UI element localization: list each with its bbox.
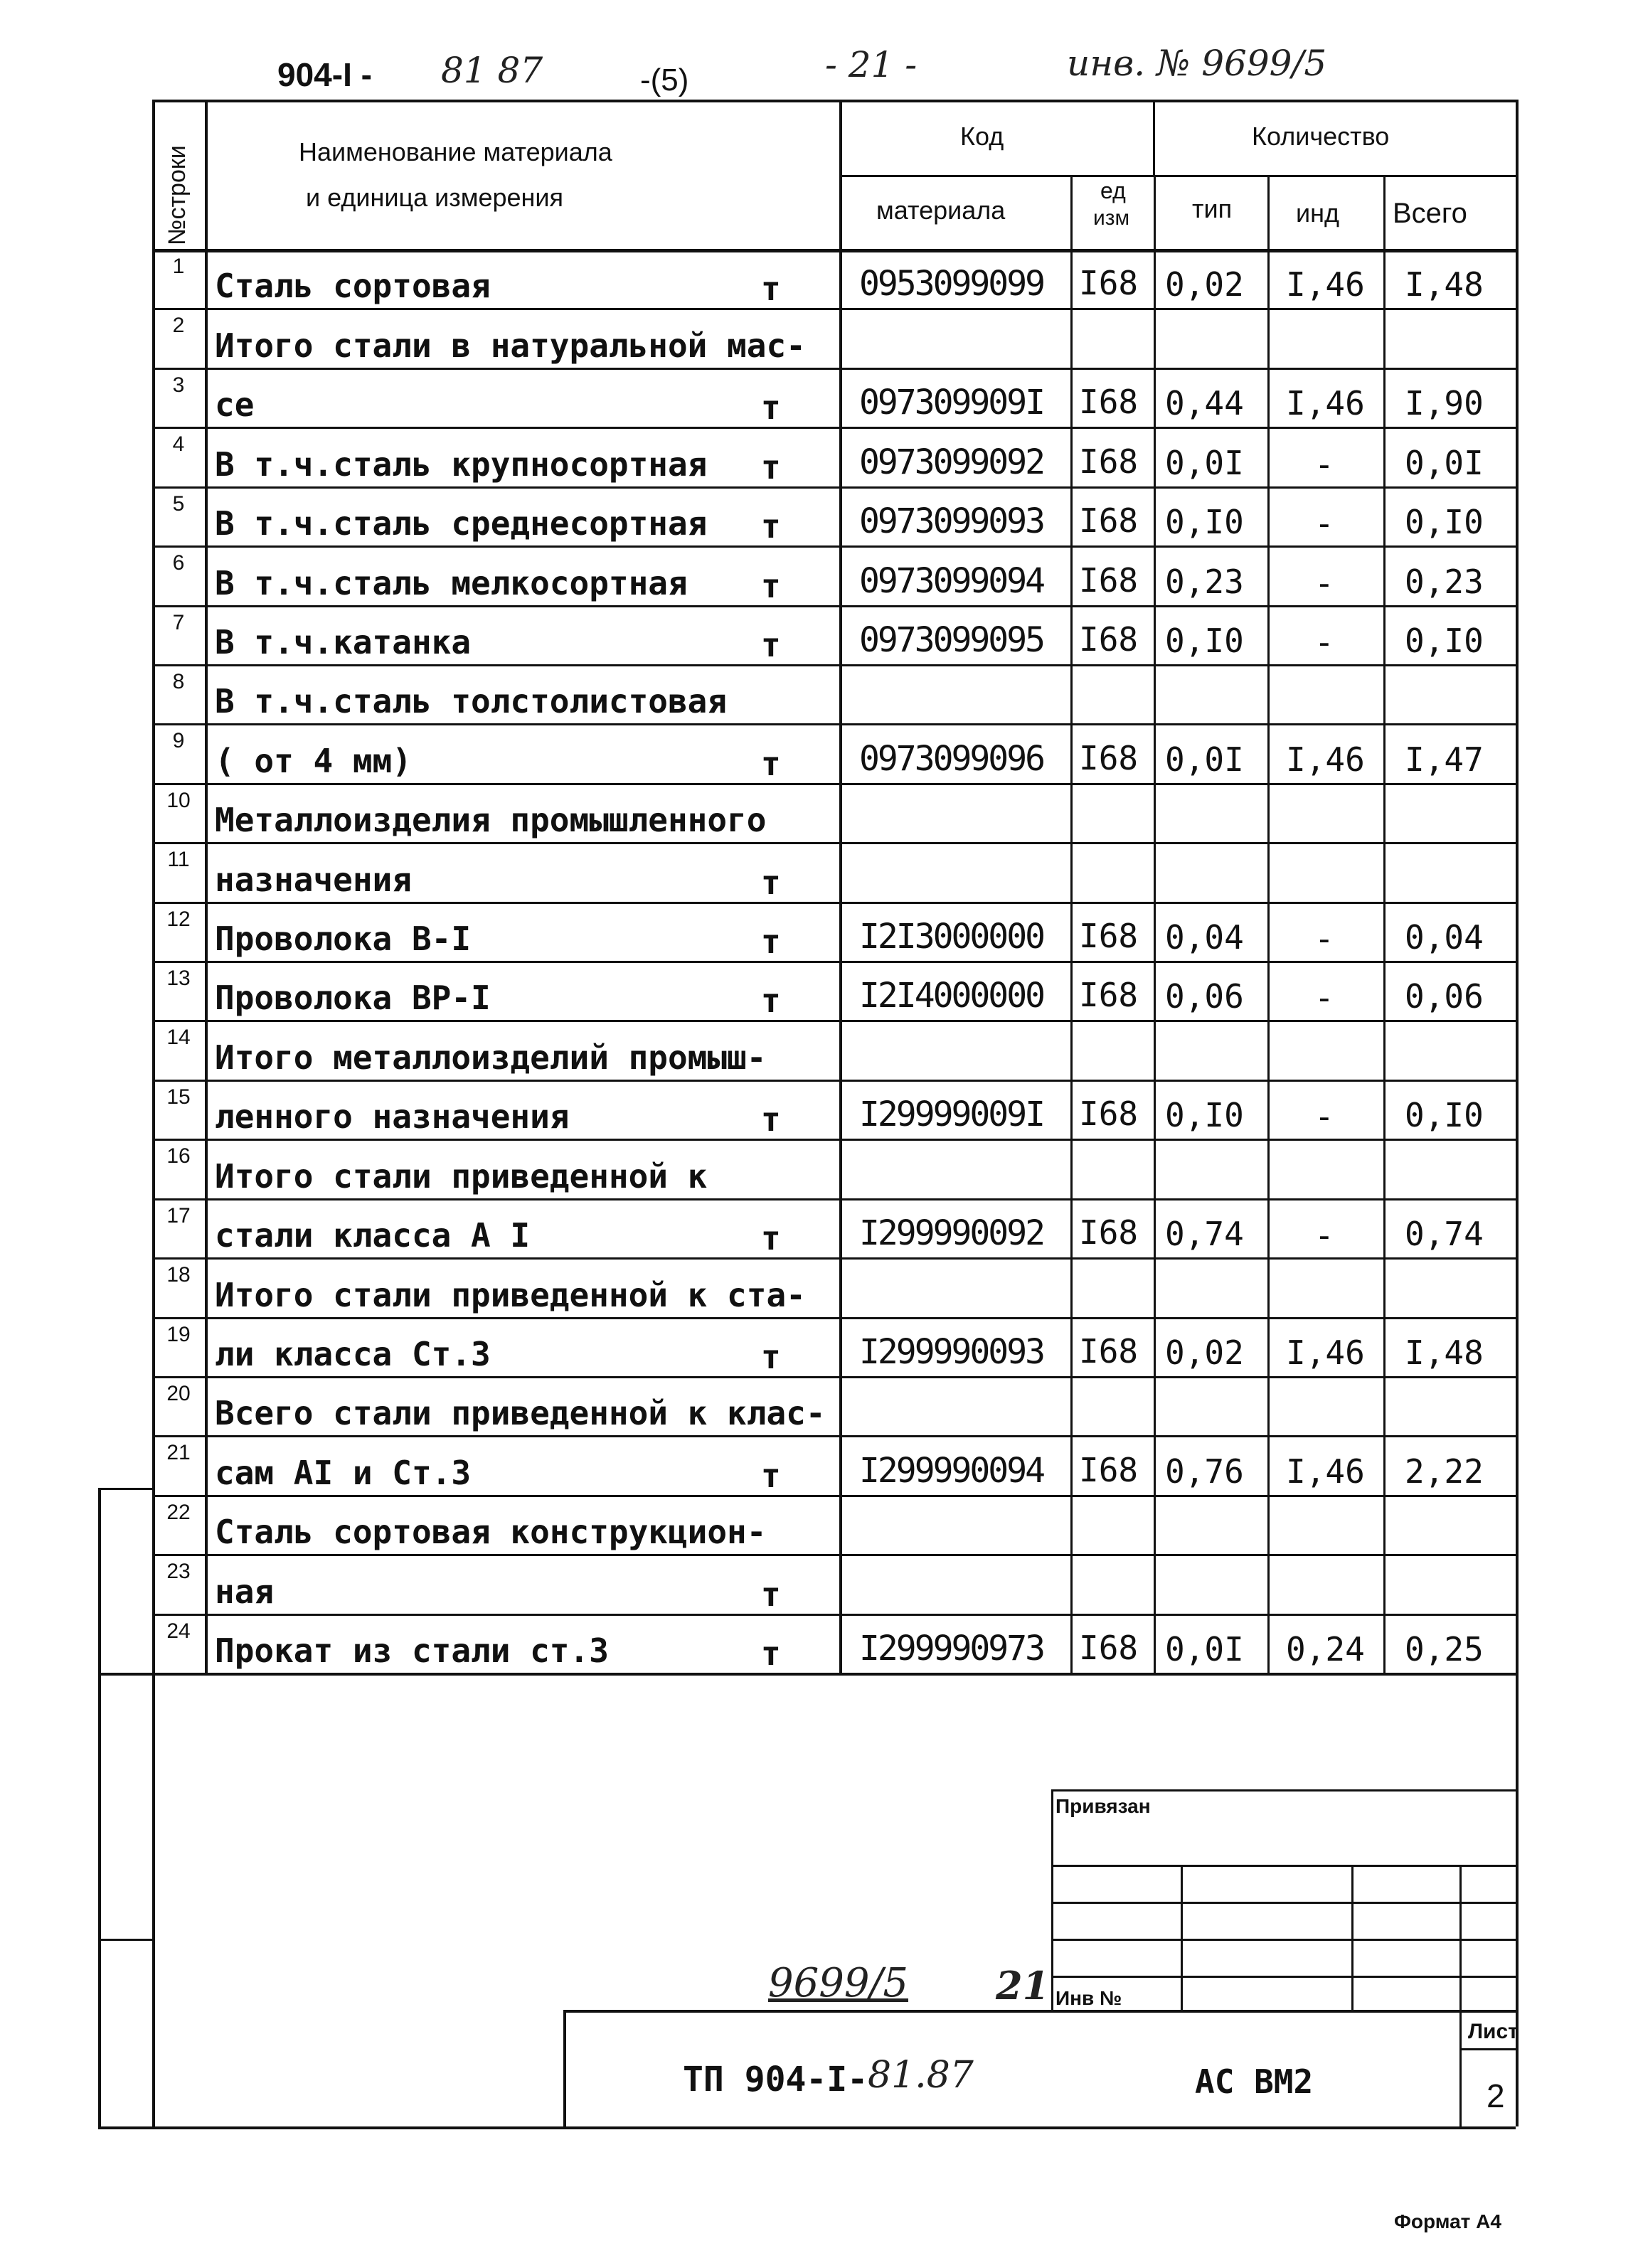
quantity-tip: 0,02 (1165, 1333, 1244, 1372)
material-name: В т.ч.сталь среднесортная (215, 504, 708, 543)
material-name: Прокат из стали ст.3 (215, 1631, 609, 1670)
row-number: 17 (166, 1203, 191, 1228)
table-rule (1267, 175, 1270, 1673)
unit-code: I68 (1079, 560, 1139, 600)
table-rule (152, 1435, 1516, 1437)
quantity-total: I,47 (1405, 740, 1484, 779)
table-rule (152, 902, 1516, 904)
table-rule (152, 100, 1516, 102)
unit-label: т (761, 447, 781, 486)
table-rule (152, 249, 1516, 252)
quantity-total: 0,06 (1405, 977, 1484, 1016)
table-rule (563, 2010, 566, 2126)
unit-code: I68 (1079, 1213, 1139, 1252)
format-label: Формат А4 (1394, 2210, 1501, 2232)
table-rule (563, 2010, 1516, 2013)
table-rule (1516, 100, 1519, 1673)
unit-code: I68 (1079, 1629, 1139, 1667)
row-number: 14 (166, 1026, 191, 1050)
table-rule (1383, 175, 1386, 1673)
table-rule (1051, 1865, 1516, 1867)
unit-label: т (761, 744, 781, 783)
table-rule (1459, 1865, 1462, 2010)
table-rule (98, 2126, 1516, 2129)
quantity-tip: 0,0I (1165, 443, 1244, 482)
document-code: ТП 904-I- (683, 2060, 868, 2099)
quantity-total: 0,04 (1405, 918, 1484, 957)
quantity-tip: 0,74 (1165, 1215, 1244, 1254)
material-name: Сталь сортовая конструкцион- (215, 1513, 767, 1552)
table-rule (1153, 100, 1155, 175)
material-name: Всего стали приведенной к клас- (215, 1394, 826, 1433)
table-rule (152, 308, 1516, 310)
unit-label: т (761, 922, 781, 961)
header-row-number: №строки (164, 145, 191, 245)
quantity-total: I,48 (1405, 265, 1484, 304)
quantity-tip: 0,I0 (1165, 1096, 1244, 1135)
table-rule (152, 1673, 155, 2126)
material-name: Проволока В-I (215, 920, 472, 958)
quantity-ind: - (1314, 444, 1334, 484)
quantity-ind: I,46 (1286, 1333, 1365, 1372)
material-code: 0973099094 (859, 560, 1043, 601)
quantity-tip: 0,I0 (1165, 621, 1244, 660)
table-rule (152, 664, 1516, 666)
quantity-total: 0,I0 (1405, 1096, 1484, 1135)
row-number: 3 (172, 373, 185, 397)
header-unit-line2: изм (1093, 206, 1130, 230)
quantity-tip: 0,I0 (1165, 503, 1244, 542)
header-quantity: Количество (1252, 122, 1390, 151)
table-rule (152, 1376, 1516, 1378)
unit-label: т (761, 981, 781, 1021)
sheet-number: 2 (1487, 2077, 1505, 2114)
table-rule (1051, 1789, 1516, 1791)
material-name: Металлоизделия промышленного (215, 801, 767, 840)
material-code: 0973099092 (859, 442, 1043, 482)
material-name: назначения (215, 860, 412, 899)
quantity-total: 0,0I (1405, 443, 1484, 482)
material-code: 097309909I (859, 383, 1043, 423)
table-rule (1459, 2048, 1516, 2050)
header-name-line1: Наименование материала (299, 137, 612, 166)
table-rule (1051, 1976, 1516, 1978)
material-name: Итого стали приведенной к (215, 1156, 708, 1196)
quantity-total: 0,25 (1405, 1630, 1484, 1668)
unit-label: т (761, 388, 781, 427)
quantity-ind: - (1314, 979, 1334, 1018)
material-code: 0953099099 (859, 264, 1043, 304)
unit-label: т (761, 566, 781, 605)
unit-label: т (761, 625, 781, 664)
quantity-tip: 0,04 (1165, 918, 1244, 957)
quantity-ind: - (1314, 622, 1334, 661)
table-rule (1459, 2010, 1462, 2126)
header-name-line2: и единица измерения (306, 183, 564, 212)
quantity-total: 0,74 (1405, 1215, 1484, 1254)
unit-code: I68 (1079, 976, 1139, 1015)
unit-code: I68 (1079, 501, 1139, 541)
quantity-tip: 0,06 (1165, 977, 1244, 1016)
row-number: 21 (166, 1441, 191, 1465)
material-name: В т.ч.сталь толстолистовая (215, 682, 728, 721)
inventory-label: Инв № (1055, 1987, 1122, 2009)
variant-label: -(5) (640, 63, 689, 97)
table-rule (152, 842, 1516, 844)
header-material: материала (876, 196, 1006, 225)
material-name: ( от 4 мм) (215, 741, 412, 780)
header-tip: тип (1192, 194, 1233, 223)
table-rule (152, 486, 1516, 489)
table-rule (98, 1488, 152, 1490)
material-name: В т.ч.сталь крупносортная (215, 444, 708, 484)
quantity-tip: 0,23 (1165, 562, 1244, 601)
quantity-ind: I,46 (1286, 1452, 1365, 1491)
table-rule (1051, 1902, 1516, 1904)
quantity-tip: 0,76 (1165, 1452, 1244, 1491)
quantity-ind: - (1314, 1216, 1334, 1255)
table-rule (839, 175, 1516, 177)
material-code: 0973099093 (859, 501, 1043, 542)
sheet-label: Лист (1468, 2020, 1519, 2043)
table-rule (152, 1198, 1516, 1200)
row-number: 16 (166, 1144, 191, 1168)
material-code: I2I3000000 (859, 917, 1043, 957)
privyazan-label: Привязан (1055, 1795, 1151, 1817)
row-number: 23 (166, 1560, 191, 1584)
quantity-total: 2,22 (1405, 1452, 1484, 1491)
unit-code: I68 (1079, 383, 1139, 422)
row-number: 22 (166, 1500, 191, 1524)
quantity-ind: - (1314, 563, 1334, 602)
table-rule (1154, 175, 1156, 1673)
material-name: В т.ч.сталь мелкосортная (215, 563, 688, 602)
quantity-tip: 0,02 (1165, 265, 1244, 304)
quantity-tip: 0,44 (1165, 384, 1244, 423)
row-number: 15 (166, 1085, 191, 1109)
quantity-ind: I,46 (1286, 740, 1365, 779)
unit-code: I68 (1079, 917, 1139, 955)
table-rule (152, 1080, 1516, 1082)
unit-code: I68 (1079, 442, 1139, 481)
row-number: 1 (172, 255, 185, 278)
material-code: I299990973 (859, 1629, 1043, 1668)
row-number: 20 (166, 1381, 191, 1405)
quantity-total: 0,I0 (1405, 621, 1484, 660)
table-rule (1181, 1865, 1183, 2010)
quantity-total: 0,I0 (1405, 503, 1484, 542)
header-total: Всего (1393, 198, 1467, 229)
header-ind: инд (1296, 198, 1339, 228)
table-rule (98, 1488, 101, 2126)
material-name: ная (215, 1572, 275, 1611)
row-number: 9 (172, 729, 185, 753)
material-name: Итого стали приведенной к ста- (215, 1275, 806, 1314)
material-name: стали класса А I (215, 1216, 531, 1255)
row-number: 10 (166, 788, 191, 812)
unit-label: т (761, 1634, 781, 1673)
table-rule (152, 1554, 1516, 1556)
page-number-handwritten-bottom: 21 (996, 1963, 1050, 2008)
quantity-ind: - (1314, 1097, 1334, 1136)
row-number: 18 (166, 1263, 191, 1287)
material-name: се (215, 385, 255, 425)
table-rule (152, 605, 1516, 607)
quantity-ind: I,46 (1286, 384, 1365, 423)
page-number-handwritten: - 21 - (825, 44, 918, 85)
table-rule (152, 723, 1516, 725)
row-number: 13 (166, 967, 191, 990)
unit-label: т (761, 1219, 781, 1258)
unit-label: т (761, 1575, 781, 1614)
material-name: Итого металлоизделий промыш- (215, 1038, 767, 1077)
material-code: I299990094 (859, 1450, 1043, 1491)
table-rule (152, 1317, 1516, 1319)
table-rule (152, 783, 1516, 785)
unit-code: I68 (1079, 1450, 1139, 1489)
row-number: 19 (166, 1322, 191, 1346)
material-code: I299990092 (859, 1213, 1043, 1254)
row-number: 24 (166, 1619, 191, 1643)
unit-code: I68 (1079, 1331, 1139, 1370)
row-number: 4 (172, 432, 185, 457)
material-name: В т.ч.катанка (215, 622, 472, 661)
doc-number: 904-I - (277, 56, 372, 93)
material-code: I299990093 (859, 1331, 1043, 1372)
table-rule (152, 1020, 1516, 1022)
unit-label: т (761, 270, 781, 309)
doc-number-handwritten: 81 87 (441, 50, 543, 91)
table-rule (152, 368, 1516, 370)
table-rule (152, 1257, 1516, 1260)
table-rule (152, 961, 1516, 963)
unit-label: т (761, 1100, 781, 1139)
unit-label: т (761, 1337, 781, 1376)
row-number: 8 (172, 669, 185, 693)
table-rule (98, 1673, 1516, 1676)
unit-code: I68 (1079, 264, 1139, 303)
table-rule (1051, 1939, 1516, 1941)
table-rule (152, 1495, 1516, 1497)
table-rule (152, 1139, 1516, 1141)
unit-code: I68 (1079, 619, 1139, 659)
inventory-number-handwritten-bottom: 9699/5 (768, 1960, 909, 2006)
header-unit-line1: ед (1100, 178, 1126, 203)
material-name: Сталь сортовая (215, 267, 491, 306)
row-number: 12 (166, 907, 191, 931)
inventory-number-handwritten: инв. № 9699/5 (1067, 43, 1327, 84)
row-number: 5 (172, 491, 185, 516)
material-code: 0973099096 (859, 738, 1043, 779)
unit-label: т (761, 1456, 781, 1495)
document-mark: АС ВМ2 (1195, 2062, 1314, 2101)
table-rule (1516, 1673, 1519, 2126)
row-number: 11 (167, 848, 190, 872)
row-number: 7 (172, 610, 185, 634)
material-name: Проволока ВР-I (215, 979, 491, 1018)
unit-code: I68 (1079, 738, 1139, 777)
material-name: Итого стали в натуральной мас- (215, 326, 806, 365)
quantity-ind: 0,24 (1286, 1630, 1365, 1668)
quantity-total: I,90 (1405, 384, 1484, 423)
quantity-tip: 0,0I (1165, 1630, 1244, 1668)
quantity-tip: 0,0I (1165, 740, 1244, 779)
quantity-ind: - (1314, 504, 1334, 543)
material-code: 0973099095 (859, 619, 1043, 660)
quantity-total: 0,23 (1405, 562, 1484, 601)
table-rule (152, 545, 1516, 548)
material-code: I2I4000000 (859, 976, 1043, 1016)
table-rule (1070, 175, 1073, 1673)
table-rule (1351, 1865, 1354, 2010)
quantity-total: I,48 (1405, 1333, 1484, 1372)
row-number: 6 (172, 551, 185, 575)
document-code-handwritten: 81.87 (868, 2054, 974, 2097)
table-rule (152, 1614, 1516, 1616)
table-rule (152, 427, 1516, 429)
material-name: ленного назначения (215, 1097, 570, 1136)
row-number: 2 (172, 314, 185, 338)
material-name: ли класса Ст.3 (215, 1334, 491, 1373)
material-code: I29999009I (859, 1095, 1043, 1135)
unit-label: т (761, 507, 781, 546)
quantity-ind: - (1314, 920, 1334, 958)
quantity-ind: I,46 (1286, 265, 1365, 304)
unit-code: I68 (1079, 1095, 1139, 1134)
table-rule (98, 1939, 152, 1941)
unit-label: т (761, 863, 781, 902)
material-name: сам АI и Ст.3 (215, 1453, 472, 1492)
header-code: Код (960, 122, 1004, 151)
